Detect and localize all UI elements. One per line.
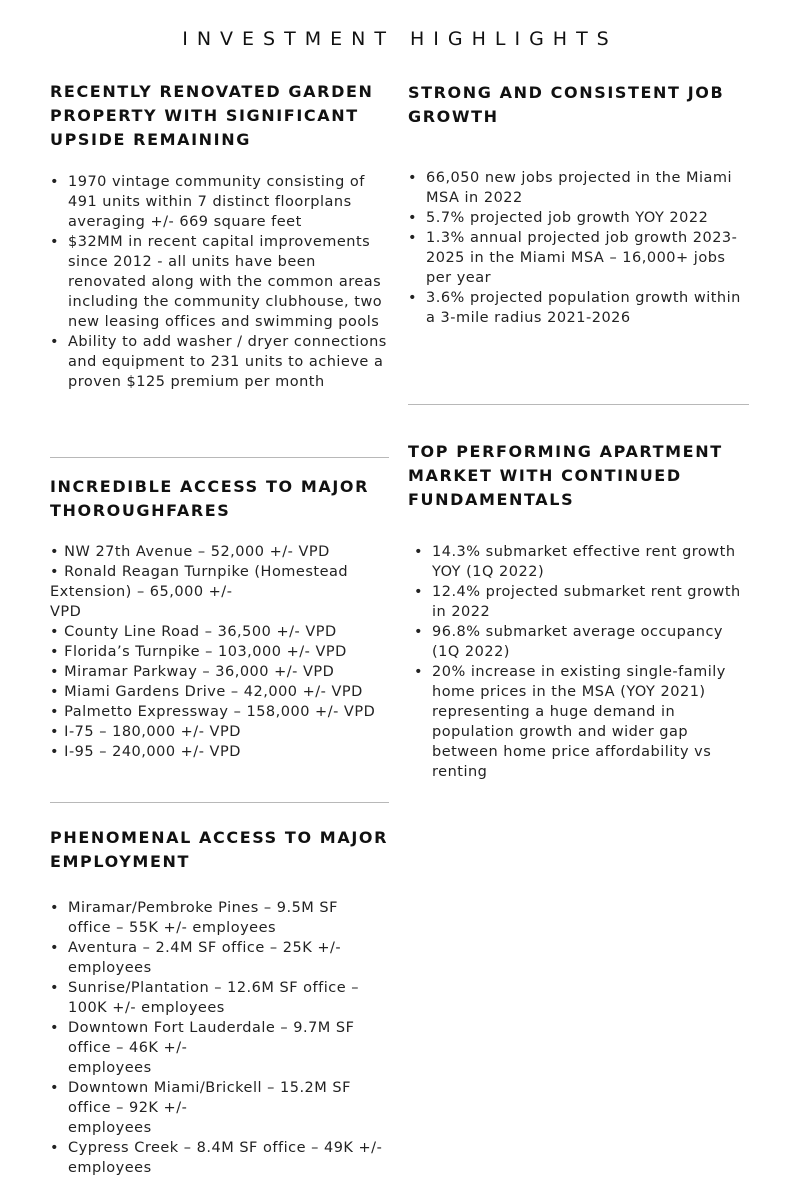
section-divider — [50, 457, 389, 458]
section-heading-job-growth: STRONG AND CONSISTENT JOB GROWTH — [408, 83, 725, 126]
section-divider — [408, 404, 749, 405]
list-item: • NW 27th Avenue – 52,000 +/- VPD — [50, 544, 330, 560]
list-item: • Miramar/Pembroke Pines – 9.5M SF office – 55K +/- employees — [50, 898, 385, 938]
section-heading-employment: PHENOMENAL ACCESS TO MAJOR EMPLOYMENT — [50, 828, 388, 871]
list-item: • 12.4% projected submarket rent growth in 2022 — [414, 582, 754, 622]
market-bullet-list — [414, 542, 754, 782]
list-item: • $32MM in recent capital improvements since 2012 - all units have been renovated along with the common areas including the community clubhouse, two new leasing offices and swimming pools — [50, 232, 390, 332]
section-heading-thoroughfares: INCREDIBLE ACCESS TO MAJOR THOROUGHFARES — [50, 477, 370, 520]
section-heading-market: TOP PERFORMING APARTMENT MARKET WITH CONTINUED FUNDAMENTALS — [408, 442, 723, 509]
list-item: • Sunrise/Plantation – 12.6M SF office – 100K +/- employees — [50, 978, 385, 1018]
list-item: • Miramar Parkway – 36,000 +/- VPD — [50, 664, 335, 680]
list-item: • 3.6% projected population growth within a 3-mile radius 2021-2026 — [408, 288, 753, 328]
list-item: • Ronald Reagan Turnpike (Homestead Extension) – 65,000 +/- VPD — [50, 564, 349, 620]
list-item: • 14.3% submarket effective rent growth YOY (1Q 2022) — [414, 542, 754, 582]
job-growth-bullet-list — [408, 168, 753, 328]
list-item: • Downtown Miami/Brickell – 15.2M SF office – 92K +/- employees — [50, 1078, 385, 1138]
list-item: • I-95 – 240,000 +/- VPD — [50, 744, 241, 760]
thoroughfares-list — [50, 542, 395, 762]
list-item: • 5.7% projected job growth YOY 2022 — [408, 208, 753, 228]
list-item: • 96.8% submarket average occupancy (1Q 2022) — [414, 622, 754, 662]
list-item: • 66,050 new jobs projected in the Miami MSA in 2022 — [408, 168, 753, 208]
list-item: • I-75 – 180,000 +/- VPD — [50, 724, 241, 740]
list-item: • 1970 vintage community consisting of 491 units within 7 distinct floorplans averaging +/- 669 square feet — [50, 172, 390, 232]
section-divider — [50, 802, 389, 803]
renovated-bullet-list — [50, 172, 390, 392]
list-item: • Miami Gardens Drive – 42,000 +/- VPD — [50, 684, 363, 700]
page-title: INVESTMENT HIGHLIGHTS — [182, 28, 618, 50]
list-item: • Downtown Fort Lauderdale – 9.7M SF office – 46K +/- employees — [50, 1018, 385, 1078]
section-heading-renovated: RECENTLY RENOVATED GARDEN PROPERTY WITH SIGNIFICANT UPSIDE REMAINING — [50, 82, 374, 149]
list-item: • 20% increase in existing single-family home prices in the MSA (YOY 2021) representing a huge demand in population growth and wider gap between home price affordability vs renting — [414, 662, 754, 782]
employment-bullet-list — [50, 898, 385, 1178]
list-item: • Ability to add washer / dryer connections and equipment to 231 units to achieve a proven $125 premium per month — [50, 332, 390, 392]
list-item: • Aventura – 2.4M SF office – 25K +/- employees — [50, 938, 385, 978]
list-item: • County Line Road – 36,500 +/- VPD — [50, 624, 337, 640]
list-item: • Cypress Creek – 8.4M SF office – 49K +/- employees — [50, 1138, 385, 1178]
list-item: • Palmetto Expressway – 158,000 +/- VPD — [50, 704, 376, 720]
list-item: • 1.3% annual projected job growth 2023-2025 in the Miami MSA – 16,000+ jobs per year — [408, 228, 753, 288]
list-item: • Florida’s Turnpike – 103,000 +/- VPD — [50, 644, 347, 660]
